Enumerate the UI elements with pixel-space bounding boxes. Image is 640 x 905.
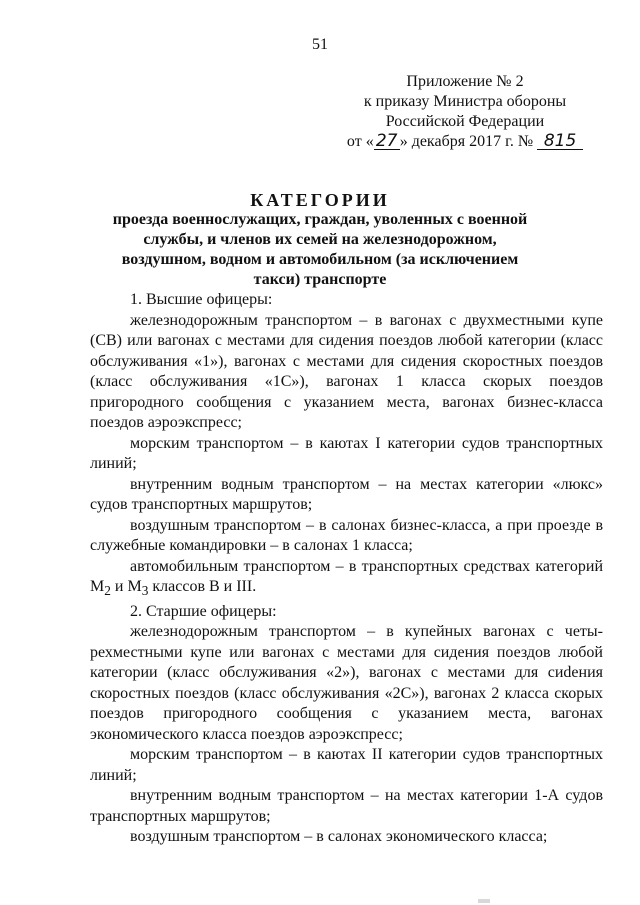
- annex-order-ref: к приказу Министра обороны: [363, 93, 567, 110]
- annex-date-line: [330, 132, 600, 152]
- paragraph: воздушным транспортом – в салонах экономического класса;: [130, 828, 548, 846]
- annex-block: [330, 72, 600, 152]
- paragraph-auto-transport: автомобильным транспортом – в транспортных средствах категорий $М_2$ и $М_3$ классов В и III.: [90, 557, 603, 599]
- paragraph: воздушным транспортом – в салонах бизнес-класса, а при проезде в служебные командировки – в салонах 1 класса;: [90, 516, 603, 554]
- annex-title: Приложение № 2: [406, 73, 524, 90]
- handwritten-order-number: 815: [537, 133, 583, 150]
- paragraph: железнодорожным транспортом – в вагонах с двухместными купе (СВ) или вагонах с местами для сидения поездов любой категории (класс обслуживания «1»), вагонах с местами для сидения скоростных поездов (класс обслуживания «1С»), вагонах 1 класса скорых поездов пригородного сообщения с указанием места, вагонах бизнес-класса поездов аэроэкспресс;: [90, 311, 603, 431]
- scan-artifact: [478, 899, 490, 903]
- paragraph: внутренним водным транспортом – на местах категории 1-А судов транспортных маршрутов;: [90, 787, 603, 825]
- section-heading: 2. Старшие офицеры:: [130, 602, 277, 620]
- annex-date-suffix: » декабря 2017 г. №: [399, 133, 534, 150]
- handwritten-day: 27: [374, 133, 400, 150]
- paragraph: железнодорожным транспортом – в купейных вагонах с четырехместными купе или вагонах с местами для сидения поездов любой категории (класс обслуживания «2»), вагонах с местами для сиdения скоростных поездов (класс обслуживания «2С»), вагонах 2 класса скорых поездов пригородного сообщения с указанием места, вагонах экономического класса поездов аэроэкспресс;: [90, 623, 603, 743]
- page-number: 51: [312, 36, 328, 53]
- document-title: КАТЕГОРИИ: [250, 190, 390, 210]
- paragraph: внутренним водным транспортом – на местах категории «люкс» судов транспортных маршрутов;: [90, 475, 603, 513]
- document-subtitle: проезда военнослужащих, граждан, уволенных с военной службы, и членов их семей на железнодорожном, воздушном, водном и автомобильном (за исключением такси) транспорте: [112, 211, 528, 288]
- paragraph: морским транспортом – в каютах I категории судов транспортных линий;: [90, 434, 603, 472]
- section-heading: 1. Высшие офицеры:: [130, 291, 273, 308]
- annex-date-prefix: от «: [346, 133, 374, 150]
- paragraph: морским транспортом – в каютах II категории судов транспортных линий;: [90, 746, 603, 784]
- annex-country: Российской Федерации: [385, 113, 545, 130]
- document-body: [90, 290, 603, 848]
